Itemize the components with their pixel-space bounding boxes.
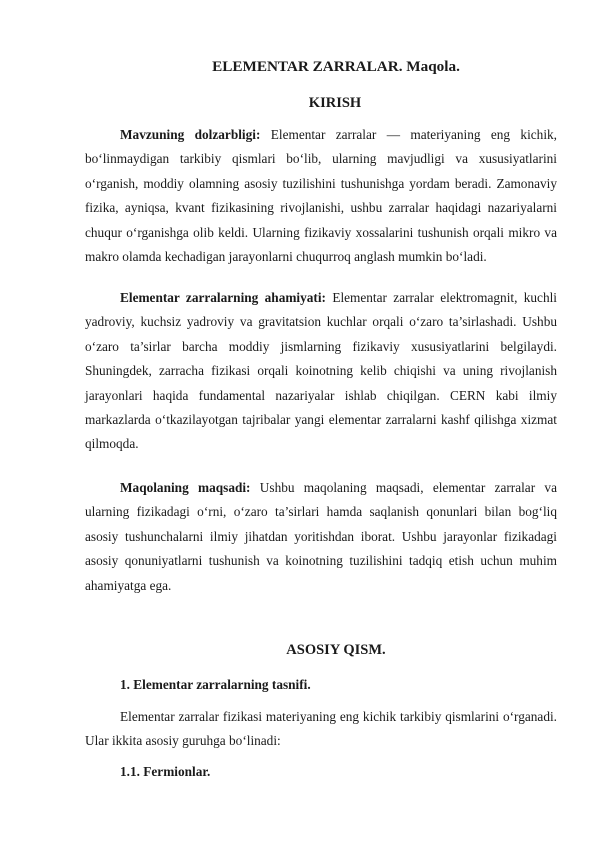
paragraph-purpose: [85, 476, 557, 598]
subsection-heading-fermions: 1.1. Fermionlar.: [120, 764, 211, 779]
paragraph-importance: [85, 286, 557, 457]
section-heading-main: ASOSIY QISM.: [286, 642, 386, 658]
intro-heading: KIRISH: [308, 95, 362, 111]
paragraph-relevance: [85, 123, 557, 269]
subsection-heading-classification: 1. Elementar zarralarning tasnifi.: [120, 677, 311, 692]
paragraph-lead: Elementar zarralarning ahamiyati:: [120, 290, 326, 305]
paragraph-lead: Mavzuning dolzarbligi:: [120, 127, 261, 142]
paragraph-text: Elementar zarralar elektromagnit, kuchli yadroviy, kuchsiz yadroviy va gravitatsion kuchlar orqali o‘zaro ta’sirlashadi. Ushbu o‘zaro ta’sirlar barcha moddiy jismlarning fizikaviy xususiyatlarini belgilaydi. Shuningdek, zarracha fizikasi orqali koinotning kelib chiqishi va uning rivojlanish jarayonlari haqida fundamental nazariyalar ishlab chiqilgan. CERN kabi ilmiy markazlarda o‘tkazilayotgan tajribalar yangi elementar zarralarni kashf qilishga xizmat qilmoqda.: [85, 290, 557, 452]
paragraph-text: Ushbu maqolaning maqsadi, elementar zarralar va ularning fizikadagi o‘rni, o‘zaro ta’sirlari hamda saqlanish qonunlari bilan bog‘liq asosiy tushunchalarni ilmiy jihatdan yoritishdan iborat. Ushbu jarayonlar fizikadagi asosiy qonuniyatlarni tushunish va koinotning tuzilishini tadqiq etish uchun muhim ahamiyatga ega.: [85, 480, 557, 593]
paragraph-text: Elementar zarralar — materiyaning eng kichik, bo‘linmaydigan tarkibiy qismlari bo‘lib, ularning mavjudligi va xususiyatlarini o‘rganish, moddiy olamning asosiy tuzilishini tushunishga yordam beradi. Zamonaviy fizika, ayniqsa, kvant fizikasining rivojlanishi, ushbu zarralar haqidagi nazariyalarni chuqur o‘rganishga olib keldi. Ularning fizikaviy xossalarini tushunish orqali mikro va makro olamda kechadigan jarayonlarni chuqurroq anglash mumkin bo‘ladi.: [85, 127, 557, 265]
paragraph-classification: Elementar zarralar fizikasi materiyaning eng kichik tarkibiy qismlarini o‘rganadi. Ular ikkita asosiy guruhga bo‘linadi:: [85, 709, 557, 749]
document-title: ELEMENTAR ZARRALAR. Maqola.: [212, 58, 460, 75]
paragraph-lead: Maqolaning maqsadi:: [120, 480, 251, 495]
